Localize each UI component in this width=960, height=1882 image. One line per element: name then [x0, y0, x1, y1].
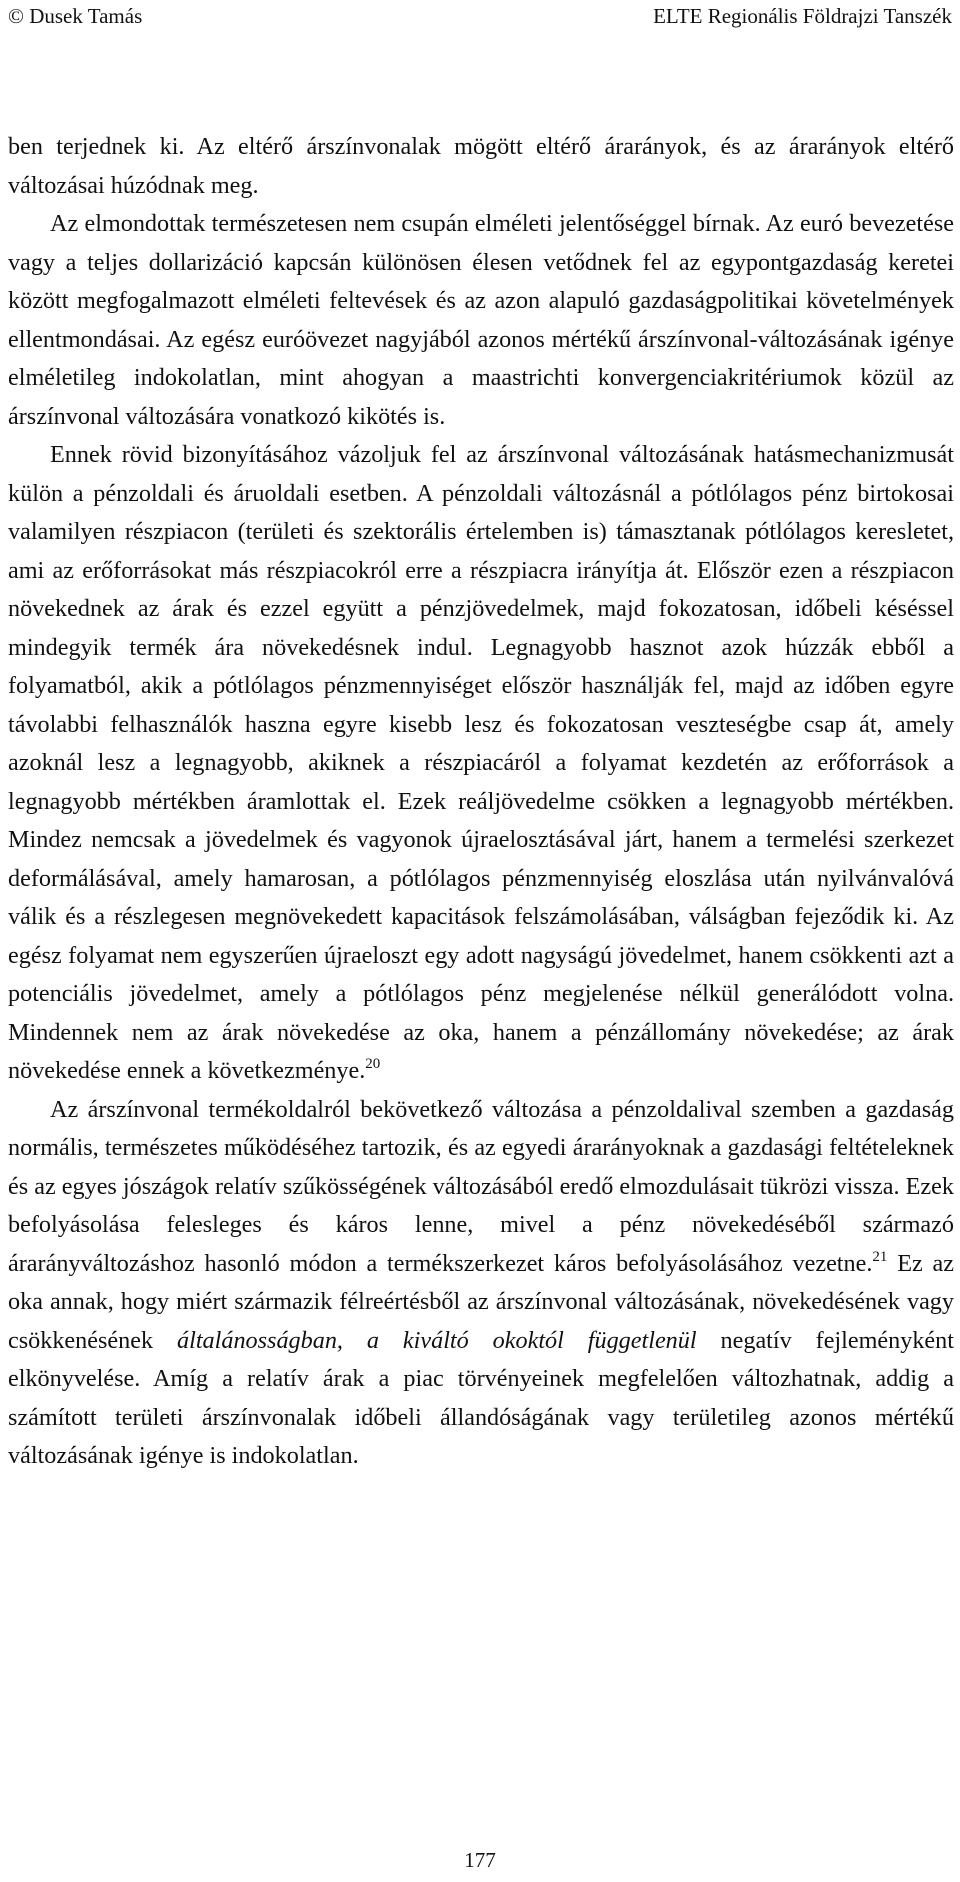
emphasized-text: általánosságban, a kiváltó okoktól függetlenül	[177, 1326, 697, 1354]
page-header	[0, 0, 960, 44]
page-number: 177	[464, 1848, 496, 1872]
header-author: © Dusek Tamás	[8, 4, 143, 28]
body-text	[8, 128, 954, 1476]
paragraph	[8, 1091, 954, 1476]
header-institution: ELTE Regionális Földrajzi Tanszék	[653, 4, 952, 28]
footnote-ref-20[interactable]: 20	[365, 1056, 381, 1072]
paragraph	[8, 205, 954, 436]
paragraph-text: Ennek rövid bizonyításához vázoljuk fel az árszínvonal változásának hatásmechanizmusát külön a pénzoldali és áruoldali esetben. A pénzoldali változásnál a pótlólagos pénz birtokosai valamilyen részpiacon (területi és szektorális értelemben is) támasztanak pótlólagos keresletet, ami az erőforrásokat más részpiacokról erre a részpiacra irányítja át. Először ezen a részpiacon növekednek az árak és ezzel együtt a pénzjövedelmek, majd fokozatosan, időbeli késéssel mindegyik termék ára növekedésnek indul. Legnagyobb hasznot azok húzzák ebből a folyamatból, akik a pótlólagos pénzmennyiséget először használják fel, majd az időben egyre távolabbi felhasználók haszna egyre kisebb lesz és fokozatosan veszteségbe csap át, amely azoknál lesz a legnagyobb, akiknek a részpiacáról a folyamat kezdetén az erőforrások a legnagyobb mértékben áramlottak el. Ezek reáljövedelme csökken a legnagyobb mértékben. Mindez nemcsak a jövedelmek és vagyonok újraelosztásával járt, hanem a termelési szerkezet deformálásával, amely hamarosan, a pótlólagos pénzmennyiség eloszlása után nyilvánvalóvá válik és a részlegesen megnövekedett kapacitások felszámolásában, válságban fejeződik ki. Az egész folyamat nem egyszerűen újraeloszt egy adott nagyságú jövedelmet, hanem csökkenti azt a potenciális jövedelmet, amely a pótlólagos pénz megjelenése nélkül generálódott volna. Mindennek nem az árak növekedése az oka, hanem a pénzállomány növekedése; az árak növekedése ennek a következménye.	[8, 441, 954, 1084]
paragraph-continuation	[8, 128, 954, 205]
paragraph-text: Ez az oka annak, hogy miért származik félreértésből az árszínvonal változásának, növekedésének vagy csökkenésének	[8, 1249, 954, 1354]
paragraph-text: negatív fejleményként elkönyvelése. Amíg a relatív árak a piac törvényeinek megfelelően változhatnak, addig a számított területi árszínvonalak időbeli állandóságának vagy területileg azonos mértékű változásának igénye is indokolatlan.	[8, 1326, 954, 1469]
paragraph	[8, 436, 954, 1091]
paragraph-text: Az árszínvonal termékoldalról bekövetkező változása a pénzoldalival szemben a gazdaság normális, természetes működéséhez tartozik, és az egyedi árarányoknak a gazdasági feltételeknek és az egyes jószágok relatív szűkösségének változásából eredő elmozdulásait tükrözi vissza. Ezek befolyásolása felesleges és káros lenne, mivel a pénz növekedéséből származó árarányváltozáshoz hasonló módon a termékszerkezet káros befolyásolásához vezetne.	[8, 1095, 954, 1277]
footnote-ref-21[interactable]: 21	[872, 1248, 888, 1265]
paragraph-text: Az elmondottak természetesen nem csupán elméleti jelentőséggel bírnak. Az euró bevezetése vagy a teljes dollarizáció kapcsán különösen élesen vetődnek fel az egypontgazdaság keretei között megfogalmazott elméleti feltevések és az azon alapuló gazdaságpolitikai követelmények ellentmondásai. Az egész euróövezet nagyjából azonos mértékű árszínvonal-változásának igénye elméletileg indokolatlan, mint ahogyan a maastrichti konvergenciakritériumok közül az árszínvonal változására vonatkozó kikötés is.	[8, 210, 954, 430]
paragraph-text: ben terjednek ki. Az eltérő árszínvonalak mögött eltérő árarányok, és az árarányok eltérő változásai húzódnak meg.	[8, 133, 954, 199]
